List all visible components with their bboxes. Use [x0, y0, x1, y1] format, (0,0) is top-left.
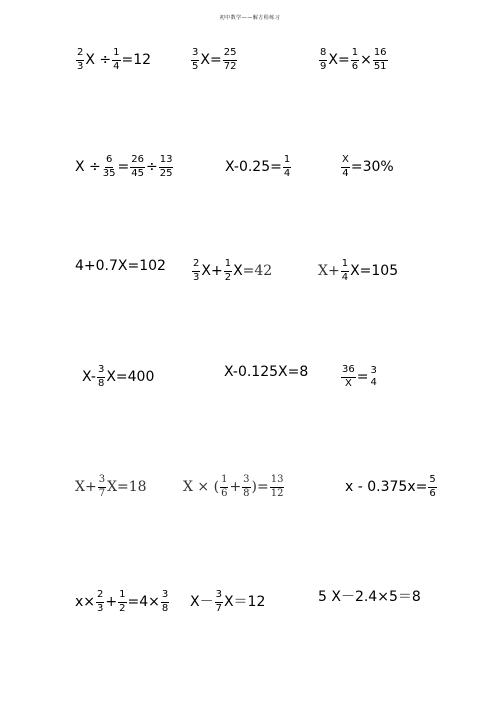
fraction-denominator: 6	[351, 60, 359, 72]
fraction-numerator: 1	[112, 48, 120, 61]
equation-text: ×	[360, 52, 372, 68]
fraction-numerator: 3	[191, 48, 199, 61]
equation-text: X=	[328, 52, 350, 68]
problem-row	[0, 365, 500, 405]
fraction-numerator: 8	[319, 48, 327, 61]
fraction-numerator: 3	[161, 590, 169, 603]
fraction	[341, 365, 356, 389]
fraction	[242, 475, 250, 499]
page-header: 初中数学——解方程练习	[219, 15, 281, 21]
fraction-denominator: 2	[119, 602, 126, 614]
equation-text: 4+0.7X=102	[75, 258, 166, 274]
equation-text: X＝12	[223, 594, 266, 610]
equation-text: X ÷	[75, 159, 101, 175]
equation-text: =	[356, 369, 369, 385]
fraction-numerator: 1	[341, 259, 349, 272]
fraction-denominator: 7	[215, 602, 222, 614]
equation-text: =12	[121, 52, 152, 68]
fraction-numerator: 2	[76, 48, 84, 61]
fraction	[161, 590, 169, 614]
fraction-denominator: 3	[77, 60, 84, 72]
equation-text: X+	[318, 263, 340, 279]
fraction	[191, 48, 199, 72]
problem-row	[0, 590, 500, 630]
fraction-numerator: 1	[118, 590, 126, 603]
fraction-denominator: 4	[342, 167, 349, 179]
fraction-denominator: 6	[429, 487, 436, 499]
problem-row	[0, 155, 500, 195]
equation	[75, 590, 170, 614]
problem-row	[0, 48, 500, 88]
fraction-denominator: 4	[283, 167, 291, 179]
fraction-numerator: 3	[97, 365, 105, 378]
fraction-denominator: 4	[370, 377, 377, 388]
equation-text: X ÷	[85, 52, 112, 68]
fraction	[98, 475, 106, 499]
equation-text: X=400	[106, 369, 155, 385]
fraction	[223, 48, 238, 72]
equation-text: X-0.125X=8	[224, 364, 309, 380]
equation	[318, 48, 389, 72]
equation-text: =4×	[127, 594, 160, 610]
fraction-numerator: 1	[224, 259, 232, 272]
equation-text: X-0.25=	[225, 159, 282, 175]
equation-text: =30%	[350, 159, 394, 175]
fraction-denominator: 4	[341, 271, 349, 283]
fraction-denominator: 3	[97, 602, 104, 614]
fraction-numerator: 5	[428, 475, 436, 488]
equation-text: ÷	[145, 159, 158, 175]
equation-text: =	[117, 159, 130, 175]
fraction-denominator: 2	[224, 271, 232, 283]
equation	[190, 48, 238, 72]
fraction-denominator: X	[344, 377, 352, 389]
equation	[318, 590, 421, 604]
fraction	[369, 366, 377, 389]
fraction	[341, 259, 349, 283]
equation	[190, 590, 265, 614]
fraction	[224, 259, 232, 283]
equation-text: X=18	[107, 479, 147, 495]
equation	[345, 475, 438, 499]
fraction	[220, 475, 228, 499]
fraction-numerator: X	[341, 155, 350, 168]
fraction-denominator: 35	[102, 167, 116, 179]
fraction-denominator: 4	[113, 60, 120, 72]
fraction	[341, 155, 350, 179]
fraction-denominator: 5	[192, 60, 199, 72]
fraction-numerator: 1	[220, 475, 228, 488]
fraction-numerator: 1	[283, 155, 291, 168]
equation-text: X	[233, 263, 243, 279]
fraction	[351, 48, 359, 72]
fraction	[97, 365, 105, 389]
fraction-numerator: 16	[373, 48, 388, 61]
fraction-denominator: 8	[161, 602, 169, 614]
equation-text: x×	[75, 594, 96, 610]
fraction-denominator: 45	[131, 167, 144, 179]
fraction-numerator: 36	[341, 365, 356, 378]
equation-text: X－	[190, 594, 214, 610]
fraction-denominator: 51	[373, 60, 387, 72]
fraction-denominator: 25	[159, 167, 173, 179]
equation-text: =42	[242, 263, 273, 279]
equation	[82, 365, 154, 389]
fraction-denominator: 7	[98, 487, 106, 499]
equation	[224, 365, 308, 379]
fraction-denominator: 6	[221, 487, 228, 499]
fraction	[373, 48, 388, 72]
equation-text: 5 X－2.4×5＝8	[318, 589, 421, 605]
fraction	[76, 48, 84, 72]
equation	[340, 155, 394, 179]
fraction-numerator: 26	[130, 155, 145, 168]
equation-text: )=	[251, 479, 269, 495]
fraction-denominator: 9	[320, 60, 327, 72]
fraction	[130, 155, 145, 179]
equation	[75, 48, 151, 72]
fraction	[215, 590, 223, 614]
fraction	[118, 590, 126, 614]
equation-text: +	[229, 479, 242, 495]
equation-text: X × (	[183, 479, 220, 495]
fraction	[112, 48, 120, 72]
fraction	[319, 48, 327, 72]
fraction-numerator: 2	[192, 259, 200, 272]
fraction	[283, 155, 291, 179]
fraction	[192, 259, 200, 283]
fraction-denominator: 12	[270, 487, 284, 499]
fraction	[102, 155, 117, 179]
equation-text: X=105	[350, 263, 399, 279]
equation-text: X=	[200, 52, 222, 68]
equation	[318, 259, 398, 283]
equation-text: X+	[75, 479, 97, 495]
equation-text: x - 0.375x=	[345, 479, 428, 495]
fraction	[159, 155, 174, 179]
fraction	[96, 590, 104, 614]
equation	[340, 365, 379, 389]
fraction-numerator: 2	[96, 590, 104, 603]
fraction-numerator: 25	[223, 48, 238, 61]
equation-text: X-	[82, 369, 96, 385]
equation	[183, 475, 285, 499]
equation	[191, 259, 272, 283]
equation	[75, 155, 174, 179]
equation-text: +	[105, 594, 118, 610]
equation	[75, 259, 166, 273]
fraction	[428, 475, 436, 499]
equation-text: X+	[201, 263, 223, 279]
fraction-denominator: 3	[193, 271, 200, 283]
equation	[225, 155, 292, 179]
fraction-denominator: 8	[97, 377, 105, 389]
fraction-numerator: 3	[242, 475, 250, 488]
fraction-numerator: 13	[159, 155, 174, 168]
fraction	[270, 475, 285, 499]
problem-row	[0, 259, 500, 299]
fraction-numerator: 13	[270, 475, 285, 488]
fraction-numerator: 1	[351, 48, 359, 61]
fraction-numerator: 6	[105, 155, 113, 168]
fraction-numerator: 3	[98, 475, 106, 488]
problem-row	[0, 475, 500, 515]
equation	[75, 475, 147, 499]
fraction-denominator: 8	[243, 487, 250, 499]
fraction-numerator: 3	[370, 364, 377, 376]
fraction-numerator: 3	[215, 590, 223, 603]
fraction-denominator: 72	[223, 60, 237, 72]
